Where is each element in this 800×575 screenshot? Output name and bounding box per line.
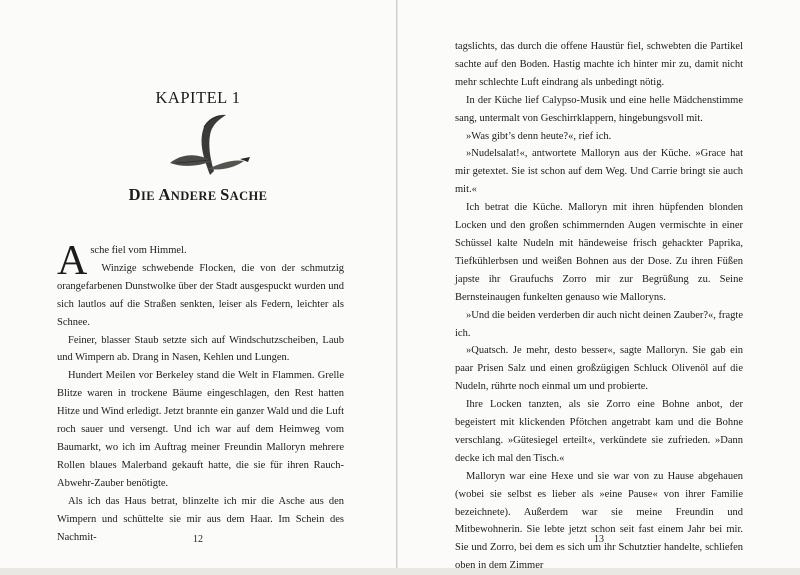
paragraph: »Nudelsalat!«, antwortete Malloryn aus der Küche. »Grace hat mir getextet. Sie ist schon auf dem Weg. Und Carrie bringt sie auch mit.« bbox=[455, 148, 743, 196]
paragraph: Hundert Meilen vor Berkeley stand die Welt in Flammen. Grelle Blitze waren in trockene Bäume eingeschlagen, den Rest hatten Hitze und Wind erledigt. Jetzt brannte ein ganzer Wald und die Luft roch sauer und versengt. Und ich war auf dem Heimweg vom Baumarkt, wo ich im Auftrag meiner Freundin Malloryn mehrere Rollen blaues Malerband gekauft hatte, die sie für ihren Rauch-Abwehr-Zauber benötigte. bbox=[57, 370, 344, 489]
paragraph: Als ich das Haus betrat, blinzelte ich mir die Asche aus den Wimpern und schüttelte sie mir aus dem Haar. Im Schein des Nachmit- bbox=[57, 495, 344, 543]
left-page bbox=[0, 0, 397, 568]
paragraph: Ihre Locken tanzten, als sie Zorro eine Bohne anbot, der begeistert mit klickenden Pfötchen angetrabt kam und die Bohne verschlang. »Gütesiegel erteilt«, verkündete sie zufrieden. »Dann decke ich mal den Tisch.« bbox=[455, 399, 743, 464]
right-page bbox=[398, 0, 800, 572]
paragraph: In der Küche lief Calypso-Musik und eine helle Mädchenstimme sang, untermalt von Geschirrklappern, hingebungsvoll mit. bbox=[455, 94, 743, 124]
chapter-title-letter: S bbox=[220, 185, 230, 204]
continued-paragraph: tagslichts, das durch die offene Haustür fiel, schwebten die Partikel sachte auf den Boden. Hastig machte ich hinter mir zu, damit nicht mehr schlechte Luft eindrang als unbedingt nötig. bbox=[455, 41, 743, 88]
chapter-title-letter: D bbox=[128, 185, 141, 204]
paragraph: Ich betrat die Küche. Malloryn mit ihren hüpfenden blonden Locken und den großen schimmernden Augen vermischte in einer Schüssel kalte Nudeln mit händeweise frisch gehackter Paprika, Tiefkühlerbsen und weißen Bohnen aus der Dose. Zu ihren Füßen japste ihr Graufuchs Zorro mir zur Begrüßung zu. Seine Bernsteinaugen funkelten genauso wie Malloryns. bbox=[455, 202, 743, 303]
left-body-text bbox=[57, 238, 344, 546]
chapter-number: KAPITEL 1 bbox=[155, 88, 241, 107]
page-number: 12 bbox=[193, 534, 203, 545]
paragraph: »Was gibt’s denn heute?«, rief ich. bbox=[466, 130, 612, 142]
right-body-text bbox=[455, 38, 743, 575]
first-paragraph bbox=[57, 238, 344, 284]
paragraph: Malloryn war eine Hexe und sie war von zu Hause abgehauen (wobei sie selbst es lieber als »eine Pause« von ihrer Familie bezeichnete). Außerdem war sie meine Freundin und Mitbewohnerin. Sie lebte jetzt schon seit fast einem Jahr bei mir. Sie und Zorro, bei dem es sich um ihr Schutztier handelte, schliefen oben in dem Zimmer bbox=[455, 470, 743, 572]
paragraph: »Quatsch. Je mehr, desto besser«, sagte Malloryn. Sie gab ein paar Prisen Salz und einen großzügigen Schluck Olivenöl auf die Nudeln, rührte noch einmal um und probierte. bbox=[455, 345, 743, 393]
chapter-title bbox=[0, 185, 396, 205]
paragraph: »Und die beiden verderben dir auch nicht deinen Zauber?«, fragte ich. bbox=[455, 309, 743, 339]
page-number: 13 bbox=[594, 534, 604, 545]
feather-icon bbox=[164, 113, 254, 175]
drop-cap: A bbox=[57, 238, 88, 284]
paragraph: Winzige schwebende Flocken, die von der schmutzig orangefarbenen Dunstwolke über der Stadt ausgespuckt wurden und sich lautlos auf die Straßen senkten, leiser als Federn, leichter als Schnee. bbox=[57, 262, 344, 328]
first-paragraph-text: sche fiel vom Himmel. bbox=[90, 245, 187, 256]
chapter-title-smallcaps: ACHE bbox=[229, 189, 268, 203]
chapter-title-letter: A bbox=[158, 185, 171, 204]
chapter-title-smallcaps: NDERE bbox=[170, 189, 221, 203]
chapter-title-smallcaps: IE bbox=[140, 189, 159, 203]
paragraph: Feiner, blasser Staub setzte sich auf Windschutzscheiben, Laub und Wimpern ab. Drang in Nasen, Kehlen und Lungen. bbox=[57, 334, 344, 364]
